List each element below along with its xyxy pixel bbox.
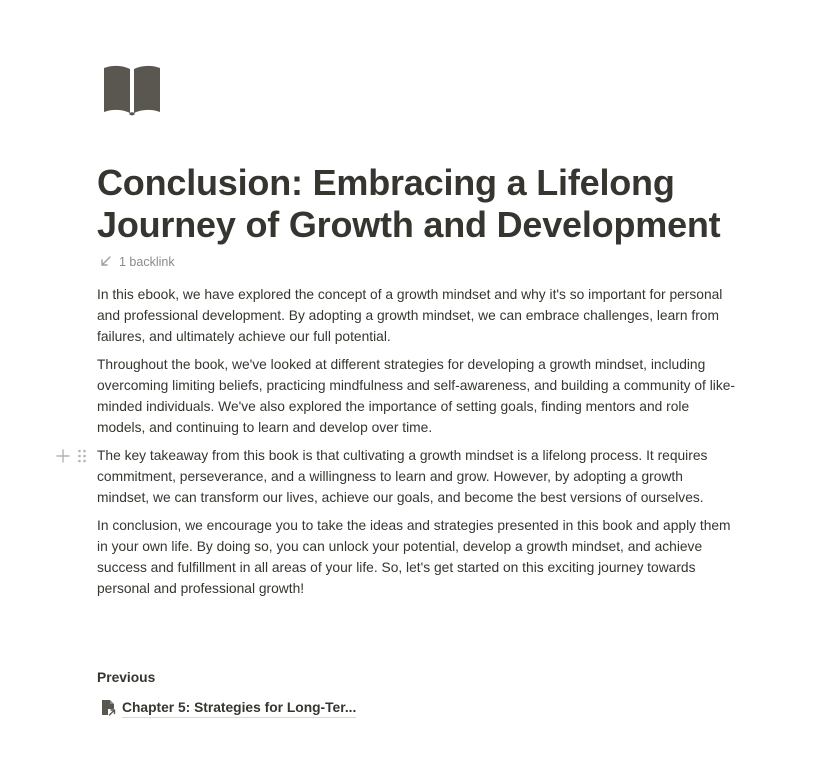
open-book-icon[interactable] [102,64,162,116]
page-title[interactable]: Conclusion: Embracing a Lifelong Journey of Growth and Development [97,162,721,245]
backlinks-label: 1 backlink [119,255,175,269]
add-block-plus-icon[interactable] [55,448,71,464]
drag-handle-icon[interactable] [77,448,87,464]
backlink-arrow-icon [99,255,113,269]
text-block[interactable]: Throughout the book, we've looked at different strategies for developing a growth mindset, including overcoming limiting beliefs, practicing mindfulness and self-awareness, and building a community of like-minded individuals. We've also explored the importance of setting goals, finding mentors and role models, and continuing to learn and develop over time. [97,357,736,435]
block-handle [55,446,87,465]
previous-page-link[interactable] [100,697,356,719]
text-block-content: The key takeaway from this book is that cultivating a growth mindset is a lifelong process. It requires commitment, perseverance, and a willingness to learn and grow. However, by adopting a growth mindset, we can transform our lives, achieve our goals, and become the best versions of ourselves. [97,448,708,505]
previous-page-title: Chapter 5: Strategies for Long-Ter... [122,699,356,718]
page-link-icon [100,699,117,717]
text-block[interactable]: In this ebook, we have explored the concept of a growth mindset and why it's so important for personal and professional development. By adopting a growth mindset, we can embrace challenges, learn from failures, and ultimately achieve our full potential. [97,287,723,344]
page-body [97,284,737,606]
previous-heading: Previous [97,670,156,685]
backlinks-button[interactable] [99,253,175,271]
text-block[interactable]: In conclusion, we encourage you to take the ideas and strategies presented in this book and apply them in your own life. By doing so, you can unlock your potential, develop a growth mindset, and achieve success and fulfillment in all areas of your life. So, let's get started on this exciting journey towards personal and professional growth! [97,518,731,596]
text-block-hovered[interactable] [97,445,737,508]
